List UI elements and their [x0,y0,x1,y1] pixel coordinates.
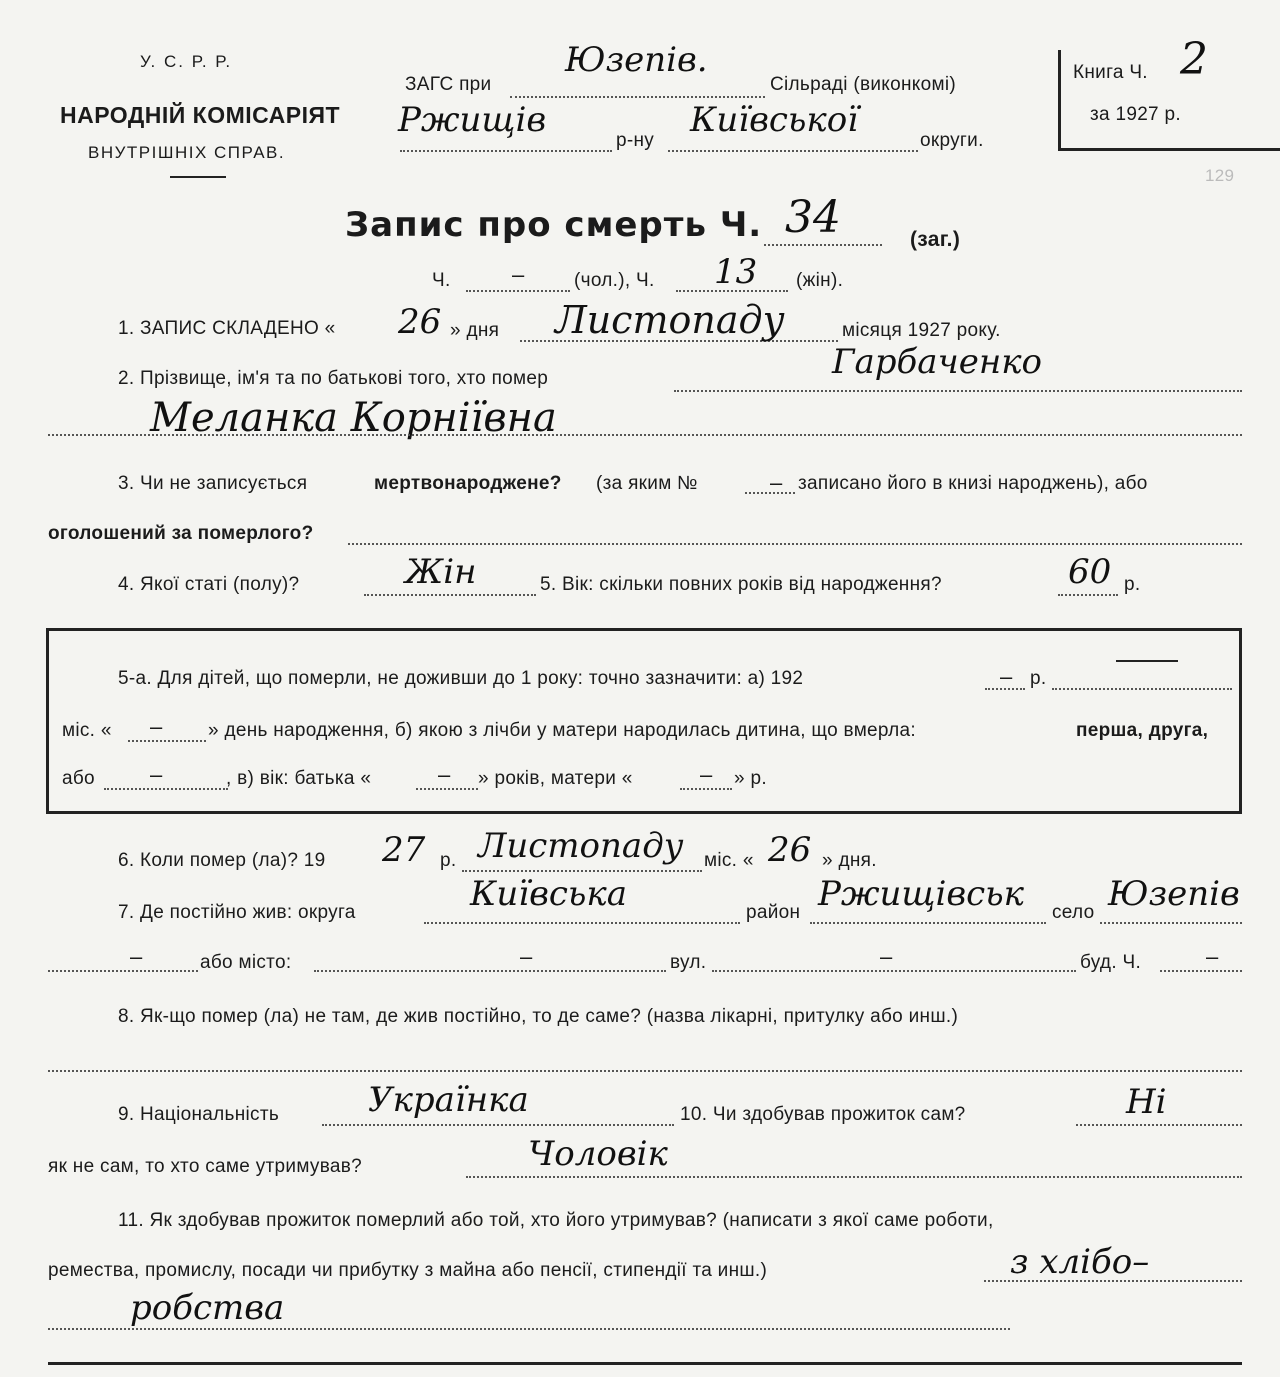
f3-declared: оголошений за померлого? [48,523,314,544]
f10-line2-label: як не сам, то хто саме утримував? [48,1156,363,1177]
title-number-line [764,244,882,246]
f7-okruha: Київська [470,874,628,914]
f7-line2-dash: – [130,944,143,969]
f7-raion-line [810,922,1046,924]
book-label: Книга Ч. [1073,62,1148,83]
f5a-line1: 5-а. Для дітей, що померли, не доживши до 1 року: точно зазначити: а) 192 [118,668,804,689]
okruha-line [668,150,918,152]
f5a-line3-mother-label: » років, матери « [478,768,633,789]
f6-day-suffix: » дня. [822,850,877,871]
f8-label: 8. Як-що помер (ла) не там, де жив постійно, то де саме? (назва лікарні, притулку або инш.) [118,1006,959,1027]
f10-label: 10. Чи здобував прожиток сам? [680,1104,966,1125]
f7-selo-line [1100,922,1242,924]
f7-vul: – [880,944,893,969]
f4-label: 4. Якої статі (полу)? [118,574,300,595]
f9-value: Українка [368,1080,529,1120]
f4-line [364,594,536,596]
f2-name: Меланка Корніївна [150,395,557,441]
f3-line-2 [348,543,1242,545]
f3-number: – [770,470,783,495]
f5a-line3-end: » р. [734,768,767,789]
header-commissariat: НАРОДНІЙ КОМІСАРІЯТ [60,102,341,128]
f2-line-1 [674,390,1242,392]
f6-mis: міс. « [704,850,754,871]
f4-value: Жін [405,552,477,592]
f7-vul-line [712,970,1076,972]
f5a-mother: – [700,762,713,787]
book-number: 2 [1180,34,1208,85]
title-zag: (заг.) [910,228,961,251]
f5a-line2: міс. « [62,720,112,741]
f9-line [322,1124,674,1126]
f5a-line3-father-label: , в) вік: батька « [226,768,372,789]
zags-village-line [510,96,765,98]
zags-prefix: ЗАГС при [405,74,492,95]
zags-suffix: Сільраді (виконкомі) [770,74,956,95]
f2-line-2 [48,434,1242,436]
f2-surname: Гарбаченко [832,342,1043,382]
zags-village-value: Юзепів. [565,40,708,80]
f3-rest-2: записано його в книзі народжень), або [798,473,1148,494]
female-value: 13 [714,252,758,292]
f5a-line2-bold: перша, друга, [1076,720,1209,741]
f1-month: Листопаду [555,298,785,342]
male-value: – [512,262,525,287]
f10-line [1076,1124,1242,1126]
f7-label: 7. Де постійно жив: округа [118,902,356,923]
f7-raion: Ржищівськ [818,874,1024,914]
raion-line [400,150,612,152]
f7-selo: Юзепів [1108,874,1240,914]
corner-note: 129 [1205,166,1235,185]
f6-month: Листопаду [478,826,684,866]
f5a-line1-end [1052,688,1232,690]
f7-misto: – [520,944,533,969]
f5a-month-line [128,740,206,742]
f5a-year-suffix: р. [1030,668,1047,689]
bottom-rule [48,1362,1242,1365]
f11-value2: робства [130,1288,285,1328]
f5a-month: – [150,714,163,739]
raion-value: Ржищів [398,100,547,140]
header-ussr: У. С. Р. Р. [140,52,233,71]
f2-label: 2. Прізвище, ім'я та по батькові того, хто помер [118,368,549,389]
f5-label: 5. Вік: скільки повних років від народження? [540,574,942,595]
f10-value: Ні [1126,1082,1167,1122]
f1-month-suffix: місяця 1927 року. [842,320,1001,341]
male-prefix: Ч. [432,270,451,291]
f7-selo-label: село [1052,902,1095,923]
f7-misto-line [314,970,666,972]
male-line [466,290,570,292]
f5a-stroke [1116,660,1178,662]
female-label: (жін). [796,270,844,291]
f5a-order-line [104,788,228,790]
f6-year: 27 [382,830,426,870]
book-year: за 1927 р. [1090,104,1181,125]
f7-bud: – [1206,944,1219,969]
f9-label: 9. Національність [118,1104,280,1125]
f5-line [1058,594,1118,596]
f7-okruha-line [424,922,740,924]
title-number: 34 [785,192,841,243]
f3-stillborn: мертвонароджене? [374,473,562,494]
okruha-label: округи. [920,130,984,151]
f5a-father-line [416,788,478,790]
f7-bud-label: буд. Ч. [1080,952,1142,973]
page-title: Запис про смерть Ч. [345,205,763,245]
f7-bud-line [1160,970,1242,972]
f11-line3 [48,1328,1010,1330]
f10-line2 [466,1176,1242,1178]
f5a-father: – [438,762,451,787]
f5a-mother-line [680,788,732,790]
f11-line1: 11. Як здобував прожиток померлий або той, хто його утримував? (написати з якої саме роботи, [118,1210,994,1231]
f5a-year: – [1000,664,1013,689]
f5-suffix: р. [1124,574,1141,595]
male-label: (чол.), Ч. [574,270,655,291]
f7-line2-start [48,970,198,972]
header-internal-affairs: ВНУТРІШНІХ СПРАВ. [88,143,286,162]
f6-label: 6. Коли помер (ла)? 19 [118,850,326,871]
f6-day: 26 [768,830,812,870]
f6-month-line [462,870,702,872]
f1-day-suffix: » дня [450,320,500,341]
f1-label: 1. ЗАПИС СКЛАДЕНО « [118,318,336,339]
f7-raion-label: район [746,902,801,923]
f3-rest: (за яким № [596,473,698,494]
header-divider [170,176,226,178]
f11-value1: з хлібо– [1010,1242,1150,1282]
f5a-line3: або [62,768,95,789]
f11-line2: ремества, промислу, посади чи прибутку з майна або пенсії, стипендії та инш.) [48,1260,768,1281]
f3-label: 3. Чи не записується [118,473,308,494]
okruha-value: Київської [690,100,859,140]
f6-r: р. [440,850,457,871]
f5-value: 60 [1068,552,1112,592]
f7-vul-label: вул. [670,952,707,973]
f7-misto-label: або місто: [200,952,292,973]
f10-value2: Чоловік [528,1134,668,1174]
f5a-line2-rest: » день народження, б) якою з лічби у матери народилась дитина, що вмерла: [208,720,916,741]
f5a-order: – [150,762,163,787]
f8-line [48,1070,1242,1072]
f1-day: 26 [398,302,442,342]
raion-label: р-ну [616,130,655,151]
